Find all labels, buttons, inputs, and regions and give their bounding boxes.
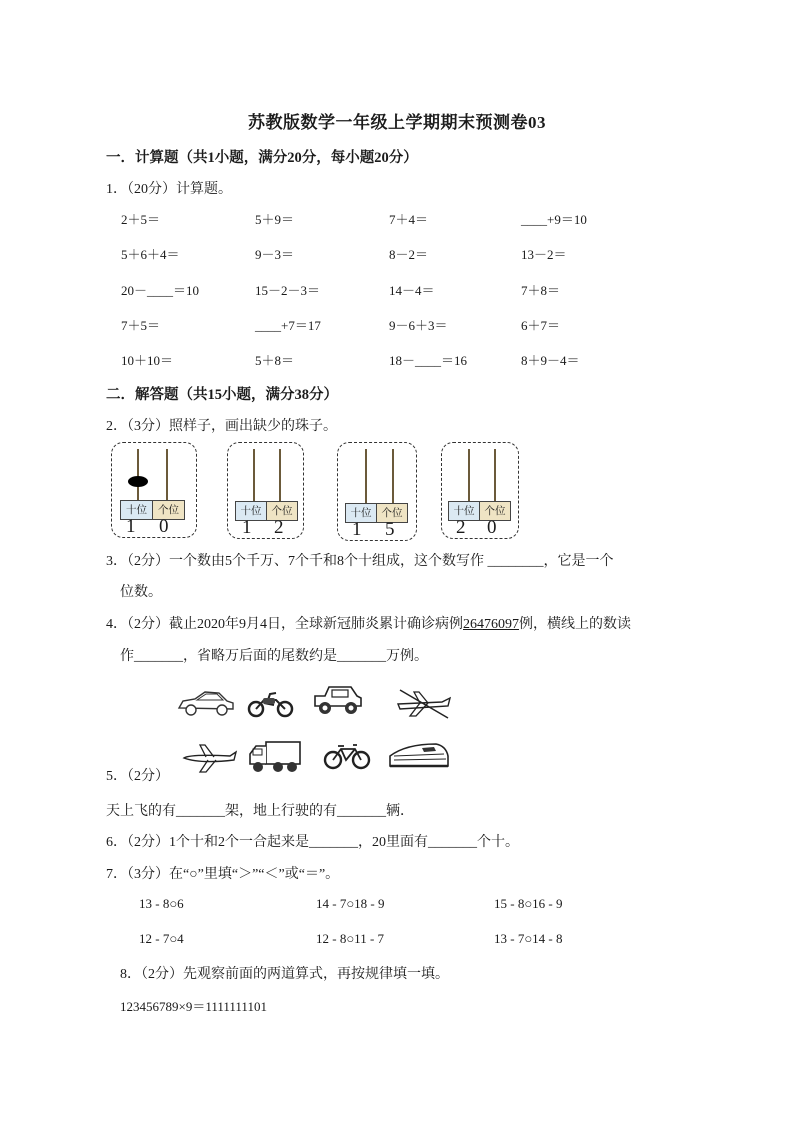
calc-problem: 2＋5＝ [121, 212, 161, 227]
section-1-heading: 一．计算题（共1小题，满分20分，每小题20分） [106, 150, 418, 166]
question-2-text: 2．（3分）照样子，画出缺少的珠子。 [106, 419, 337, 434]
calc-problem: ____+9＝10 [521, 212, 587, 227]
ones-digit: 0 [487, 517, 497, 538]
compare-item: 12 - 8○11 - 7 [316, 931, 385, 946]
ones-rod [392, 449, 394, 505]
bead [128, 476, 148, 487]
tens-digit: 1 [242, 517, 252, 538]
tens-label: 十位 [449, 502, 479, 520]
crossed-plane-icon [392, 682, 454, 727]
ones-label: 个位 [376, 504, 407, 522]
ones-label: 个位 [266, 502, 297, 520]
section-2-heading: 二．解答题（共15小题，满分38分） [106, 387, 338, 403]
tens-digit: 2 [456, 517, 466, 538]
tens-digit: 1 [352, 519, 362, 540]
jeep-icon [311, 682, 365, 723]
calc-problem: 8＋9－4＝ [521, 353, 580, 368]
tens-label: 十位 [346, 504, 376, 522]
calc-problem: 18－____＝16 [389, 353, 468, 368]
abacus-2 [227, 442, 304, 539]
bicycle-icon [322, 740, 372, 777]
compare-item: 13 - 8○6 [139, 896, 184, 911]
calc-problem: 13－2＝ [521, 247, 567, 262]
ones-digit: 0 [159, 516, 169, 537]
motorcycle-icon [246, 688, 294, 723]
ones-rod [166, 449, 168, 502]
ones-rod [279, 449, 281, 503]
question-4-line-1 [106, 613, 631, 633]
question-6-text: 6．（2分）1个十和2个一合起来是_______，20里面有_______个十。 [106, 835, 519, 850]
calc-problem: 7＋8＝ [521, 283, 561, 298]
question-5-text: 天上飞的有_______架，地上行驶的有_______辆． [106, 804, 414, 819]
compare-item: 14 - 7○18 - 9 [316, 896, 385, 911]
abacus-4 [441, 442, 519, 539]
question-3-line-1: 3．（2分）一个数由5个千万、7个千和8个十组成，这个数写作 ________，它是一个 [106, 554, 614, 569]
calc-problem: 20－____＝10 [121, 283, 200, 298]
calc-problem: 8－2＝ [389, 247, 429, 262]
question-7-text: 7．（3分）在“○”里填“＞”“＜”或“＝”。 [106, 867, 340, 882]
compare-item: 12 - 7○4 [139, 931, 184, 946]
question-4-text-a: 4．（2分）截止2020年9月4日，全球新冠肺炎累计确诊病例 [106, 617, 463, 632]
train-icon [386, 738, 452, 781]
calc-problem: ____+7＝17 [255, 318, 321, 333]
calc-problem: 7＋4＝ [389, 212, 429, 227]
tens-label: 十位 [236, 502, 266, 520]
tens-rod [365, 449, 367, 505]
ones-digit: 2 [274, 517, 284, 538]
page-title: 苏教版数学一年级上学期期末预测卷03 [248, 113, 546, 132]
question-8-equation: 123456789×9＝1111111101 [120, 999, 267, 1014]
tens-digit: 1 [126, 516, 136, 537]
ones-label: 个位 [152, 501, 184, 519]
abacus-1 [111, 442, 197, 538]
tens-rod [253, 449, 255, 503]
car-icon [175, 688, 237, 723]
calc-problem: 5＋9＝ [255, 212, 295, 227]
question-8-text: 8．（2分）先观察前面的两道算式，再按规律填一填。 [120, 967, 449, 982]
ones-rod [494, 449, 496, 503]
calc-problem: 15－2－3＝ [255, 283, 321, 298]
calc-problem: 9－3＝ [255, 247, 295, 262]
question-4-text-b: 例，横线上的数读 [519, 617, 631, 632]
question-5-label: 5．（2分） [106, 769, 169, 784]
question-4-line-2: 作_______，省略万后面的尾数约是_______万例。 [120, 649, 428, 664]
compare-item: 13 - 7○14 - 8 [494, 931, 563, 946]
ones-label: 个位 [479, 502, 510, 520]
airplane-icon [180, 740, 238, 781]
calc-problem: 7＋5＝ [121, 318, 161, 333]
truck-icon [246, 738, 304, 781]
tens-label: 十位 [121, 501, 152, 519]
abacus-3 [337, 442, 417, 541]
calc-problem: 9－6＋3＝ [389, 318, 448, 333]
question-1-text: 1．（20分）计算题。 [106, 182, 232, 197]
calc-problem: 5＋6＋4＝ [121, 247, 180, 262]
compare-item: 15 - 8○16 - 9 [494, 896, 563, 911]
question-3-line-2: 位数。 [120, 585, 162, 600]
calc-problem: 5＋8＝ [255, 353, 295, 368]
tens-rod [468, 449, 470, 503]
calc-problem: 14－4＝ [389, 283, 435, 298]
calc-problem: 6＋7＝ [521, 318, 561, 333]
calc-problem: 10＋10＝ [121, 353, 174, 368]
case-number: 26476097 [463, 617, 519, 632]
ones-digit: 5 [385, 519, 395, 540]
